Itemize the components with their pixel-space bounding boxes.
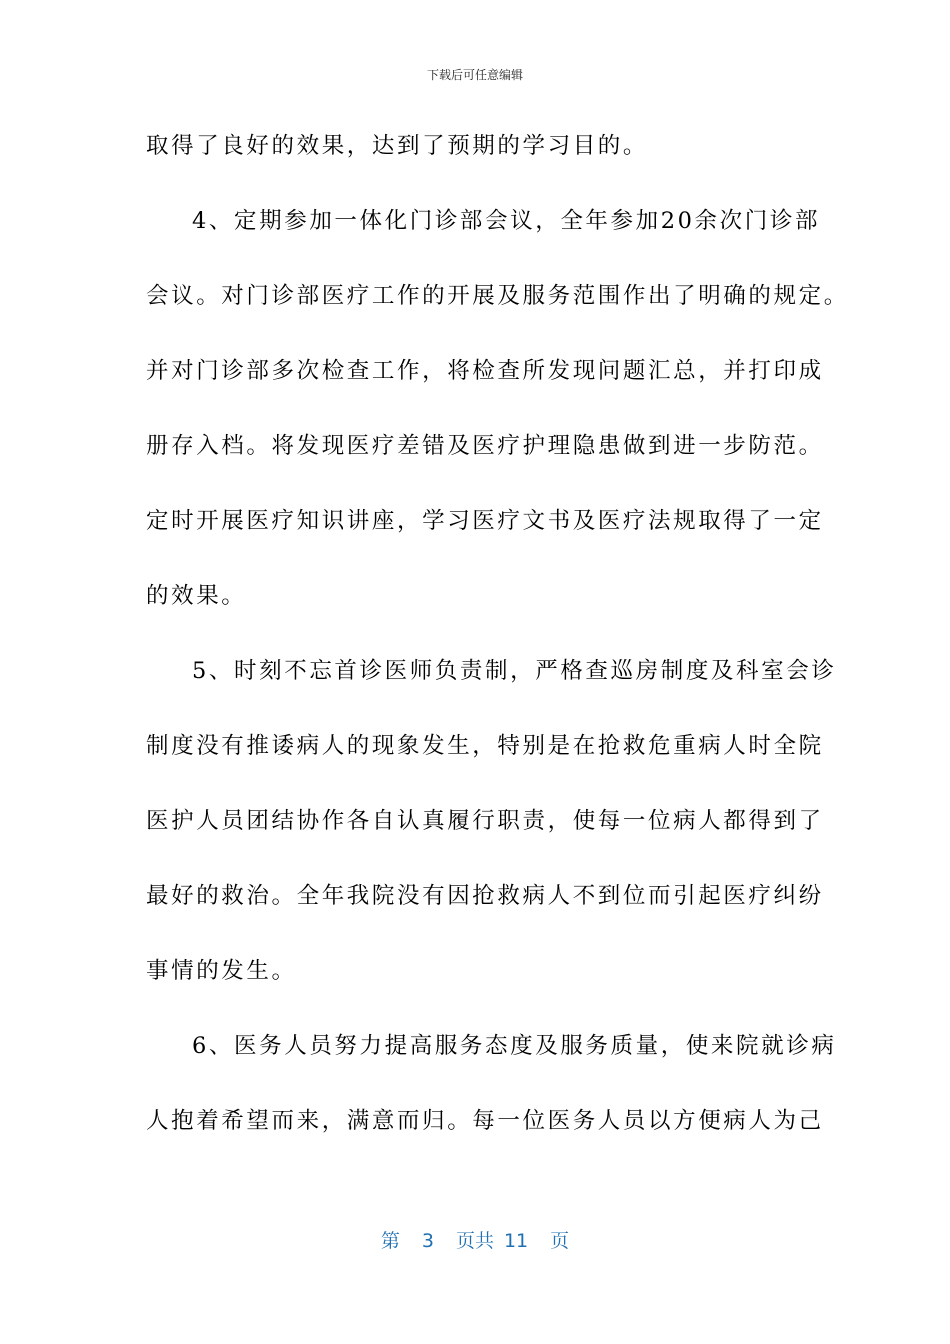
text-line: 最好的救治。全年我院没有因抢救病人不到位而引起医疗纠纷 [146, 883, 824, 909]
text-line: 6、医务人员努力提高服务态度及服务质量，使来院就诊病 [192, 1033, 837, 1059]
text-line: 取得了良好的效果，达到了预期的学习目的。 [146, 133, 649, 159]
footer-suffix: 页 [550, 1230, 570, 1252]
footer-total-pages: 11 [503, 1230, 529, 1252]
footer-page-number: 3 [421, 1230, 434, 1252]
text-line: 并对门诊部多次检查工作，将检查所发现问题汇总，并打印成 [146, 358, 824, 384]
footer-prefix: 第 [380, 1230, 400, 1252]
text-line: 制度没有推诿病人的现象发生，特别是在抢救危重病人时全院 [146, 733, 824, 759]
text-line: 4、定期参加一体化门诊部会议，全年参加20余次门诊部 [192, 208, 821, 234]
text-line: 事情的发生。 [146, 958, 297, 984]
header-note: 下载后可任意编辑 [426, 68, 523, 82]
text-line: 医护人员团结协作各自认真履行职责，使每一位病人都得到了 [146, 808, 824, 834]
footer-middle: 页共 [455, 1230, 494, 1252]
text-line: 定时开展医疗知识讲座，学习医疗文书及医疗法规取得了一定 [146, 508, 824, 534]
text-line: 会议。对门诊部医疗工作的开展及服务范围作出了明确的规定。 [146, 283, 849, 309]
text-line: 人抱着希望而来，满意而归。每一位医务人员以方便病人为己 [146, 1108, 824, 1134]
page-footer [0, 1226, 950, 1253]
text-line: 5、时刻不忘首诊医师负责制，严格查巡房制度及科室会诊 [192, 658, 837, 684]
text-line: 的效果。 [146, 583, 247, 609]
document-body [146, 124, 849, 1174]
text-line: 册存入档。将发现医疗差错及医疗护理隐患做到进一步防范。 [146, 433, 824, 459]
